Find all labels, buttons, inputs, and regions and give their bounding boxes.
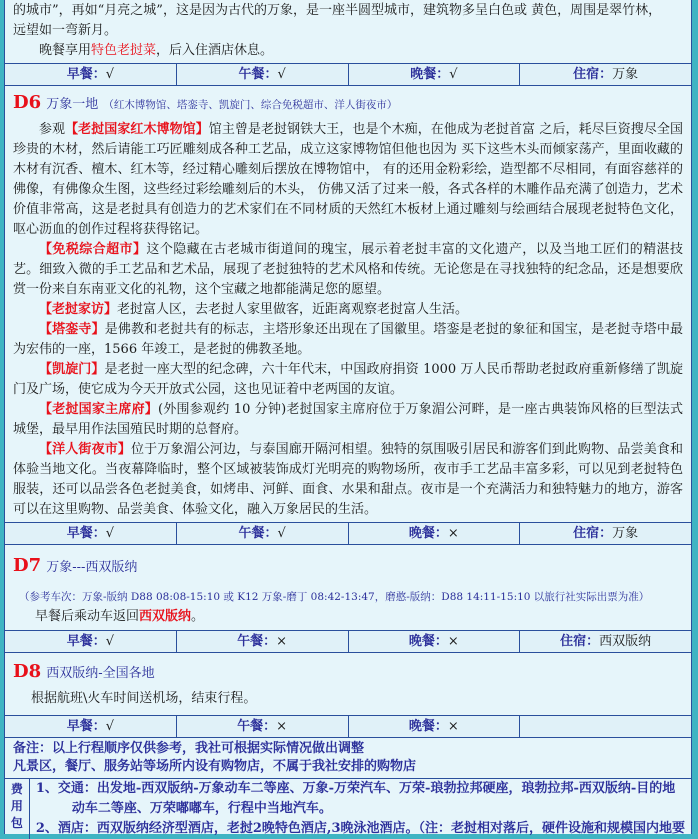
attraction-para: 【洋人街夜市】位于万象湄公河边，与泰国廊开隔河相望。独特的氛围吸引居民和游客们到此购物、品尝美食和体验当地文化。当夜幕降临时，整个区域被装饰成灯光明亮的购物场所，夜市手工艺品丰富多彩，可以见到老挝特色服装，还可以品尝各色老挝美食，如烤串、河鲜、面食、水果和甜点。夜市是一个充满活力和独特魅力的地方，游客可以在这里购物、品尝美食、体验文化，融入万象居民的生活。 [13,442,683,517]
fees-body [30,779,691,839]
train-note: （参考车次：万象-版纳 D88 08:08-15:10 或 K12 万象-磨丁 08:42-13:47，磨憨-版纳：D88 14:11-15:10 以旅行社实际出票为准） [19,591,650,603]
stay-cell: 住宿：万象 [573,67,639,82]
day-title: 西双版纳-全国各地 [46,666,155,681]
day-header-d8 [5,653,691,683]
fee-item: 动车二等座、万荣嘟嘟车，行程中当地汽车。 [71,801,332,816]
stay-cell: 住宿：西双版纳 [560,634,652,649]
dinner-cell: 晚餐：× [349,523,521,544]
day-title: 万象一地 [46,97,99,112]
day-number: D6 [13,92,42,113]
day-title: 万象---西双版纳 [46,560,138,575]
breakfast-cell: 早餐：√ [5,716,177,737]
d7-para: 早餐后乘动车返回西双版纳。 [35,609,205,624]
lunch-cell: 午餐：× [177,716,349,737]
d8-para: 根据航班\火车时间送机场，结束行程。 [31,691,257,706]
attraction-para: 【凯旋门】是老挝一座大型的纪念碑，六十年代末，中国政府捐资 1000 万人民币帮助老挝政府重新修缮了凯旋门及广场，使它成为今天开放式公园，这也见证着中老两国的友谊。 [13,362,683,397]
attraction-para: 【老挝家访】老挝富人区，去老挝人家里做客，近距离观察老挝富人生活。 [39,302,469,317]
fees-label: 费用包 [5,779,30,839]
fee-item: 1、交通：出发地-西双版纳-万象动车二等座、万象-万荣汽车、万荣-琅勃拉邦硬座，琅勃拉邦-西双版纳-目的地 [35,781,676,796]
day-header-d6 [5,86,691,114]
lunch-cell: 午餐：× [177,631,349,652]
stay-cell: 住宿：万象 [573,526,639,541]
day-number: D8 [13,661,42,682]
dinner-highlight: 特色老挝菜 [91,43,157,58]
attraction-para: 【老挝国家主席府】(外围参观约 10 分钟)老挝国家主席府位于万象湄公河畔，是一座古典装饰风格的巨型法式城堡，最早用作法国殖民时期的总督府。 [13,402,683,437]
day-subtitle: （红木博物馆、塔銮寺、凯旋门、综合免税超市、洋人街夜市） [103,99,398,111]
day-header-d7 [5,545,691,577]
day-number: D7 [13,555,42,576]
intro-line: 的城市”，再如“月亮之城”，这是因为古代的万象，是一座半圆型城市，建筑物多呈白色或 黄色，周围是翠竹林， [13,3,662,18]
d6-body [5,114,691,520]
stay-cell [520,716,691,737]
meal-row-d8 [5,715,691,738]
attraction-para: 参观【老挝国家红木博物馆】馆主曾是老挝钢铁大王，也是个木痴，在他成为老挝首富 之后，耗尽巨资搜尽全国珍贵的木材，然后请能工巧匠雕刻成各种工艺品，成立这家博物馆但他也因为 买下这些木头而倾家荡产，里面收藏的木材有沉香、檀木、红木等，经过精心雕刻后摆放在博物馆中， 有的还用金粉彩绘，造型都不尽相同，有面容慈祥的佛像，有佛像众生图，这些经过彩绘雕刻后的木头， 仿佛又活了过来一般，各式各样的木雕作品充满了创造力，艺术价值非常高，这是老挝具有创造力的艺术家们在不同材质的天然红木板材上通过雕刻与绘画结合展现老挝特色文化，呕心沥血的创作过程将获得铭记。 [13,122,683,237]
d7-body [5,577,691,627]
remarks [5,738,691,778]
meal-row-d7 [5,630,691,653]
attraction-para: 【免税综合超市】这个隐藏在古老城市街道间的瑰宝，展示着老挝丰富的文化遗产，以及当地工匠们的精湛技艺。细致入微的手工艺品和艺术品，展现了老挝独特的艺术风格和传统。无论您是在寻找独特的纪念品，还是想要欣赏一份来自东南亚文化的礼物，这个宝藏之地都能满足您的愿望。 [13,242,683,297]
fees-section [5,778,691,839]
breakfast-cell: 早餐：√ [5,64,177,85]
meal-row-d5 [5,63,691,86]
fee-item: 2、酒店：西双版纳经济型酒店，老挝2晚特色酒店,3晚泳池酒店。（注：老挝相对落后，硬件设施和规模国内地要 [35,821,685,836]
dinner-line [5,41,691,61]
d8-body [5,683,691,709]
lunch-cell: 午餐：√ [177,64,349,85]
dinner-cell: 晚餐：√ [349,64,521,85]
remark-line: 备注：以上行程顺序仅供参考，我社可根据实际情况做出调整 [13,741,365,756]
dinner-cell: 晚餐：× [349,716,521,737]
d5-tail [5,0,691,61]
itinerary-page [4,0,692,834]
meal-row-d6 [5,522,691,545]
intro-line: 远望如一弯新月。 [13,23,118,38]
breakfast-cell: 早餐：√ [5,631,177,652]
dinner-text: ，后入住酒店休息。 [156,43,274,58]
breakfast-cell: 早餐：√ [5,523,177,544]
remark-line: 凡景区，餐厅、服务站等场所内设有购物店，不属于我社安排的购物店 [13,759,417,774]
dinner-text: 晚餐享用 [39,43,92,58]
lunch-cell: 午餐：√ [177,523,349,544]
dinner-cell: 晚餐：× [349,631,521,652]
attraction-para: 【塔銮寺】是佛教和老挝共有的标志，主塔形象还出现在了国徽里。塔銮是老挝的象征和国宝，是老挝寺塔中最为宏伟的一座，1566 年竣工，是老挝的佛教圣地。 [13,322,683,357]
